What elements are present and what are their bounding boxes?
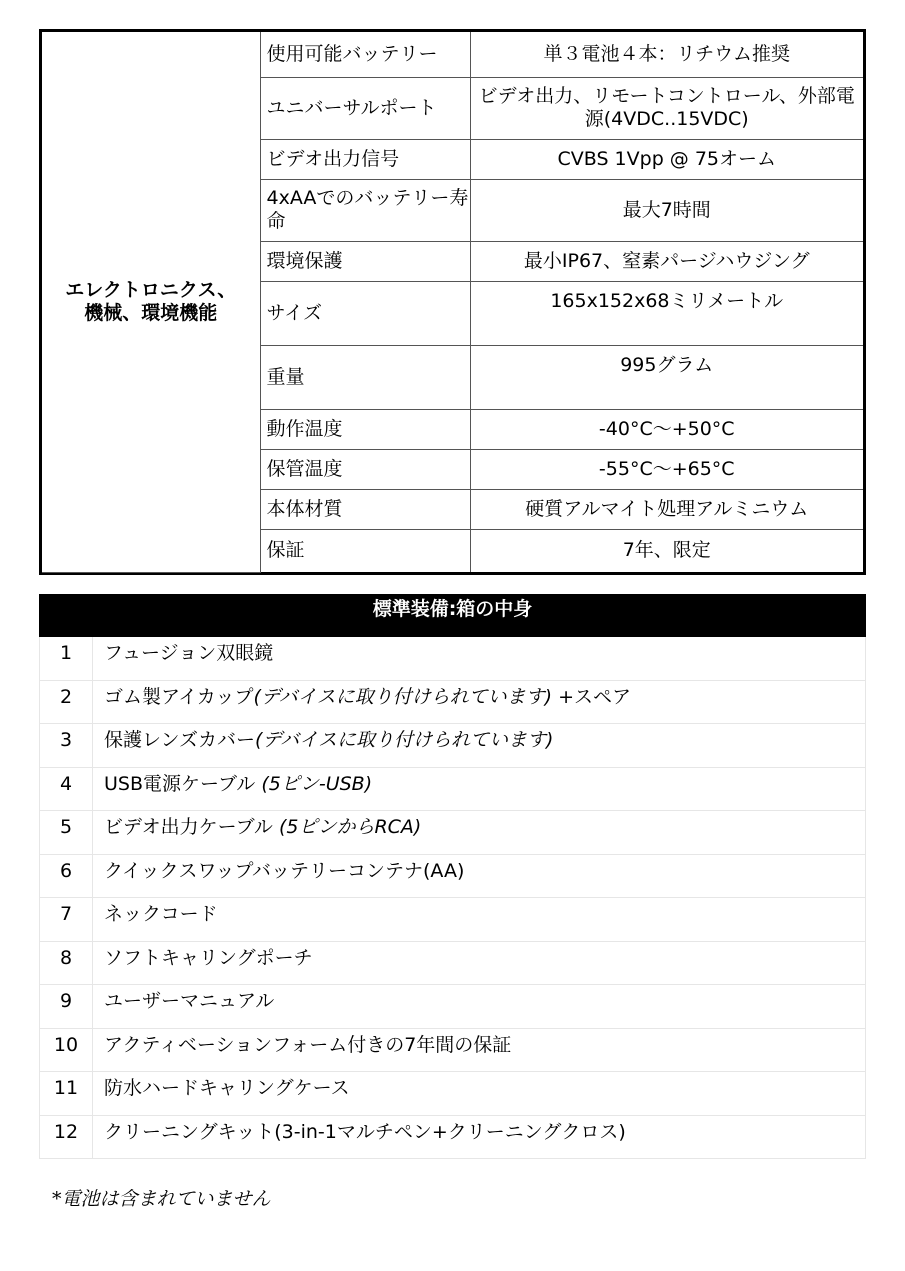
spec-label: サイズ [260,281,470,345]
list-item [40,855,866,899]
item-name: USB電源ケーブル [104,772,262,795]
list-item [40,637,866,681]
item-number: 10 [40,1029,93,1072]
list-item [40,768,866,812]
list-item [40,724,866,768]
item-name: フュージョン双眼鏡 [104,642,274,664]
list-item [40,1116,866,1160]
item-number: 1 [40,637,93,680]
list-item [40,811,866,855]
item-number: 11 [40,1072,93,1115]
item-text: ネックコード [93,898,866,941]
list-item [40,985,866,1029]
spec-label: 保管温度 [260,449,470,489]
item-text: ユーザーマニュアル [93,985,866,1028]
item-number: 8 [40,942,93,985]
item-number: 6 [40,855,93,898]
item-text [93,681,866,724]
spec-label: ユニバーサルポート [260,77,470,139]
item-note: (5ピン-USB) [261,772,373,795]
item-text [93,811,866,854]
spec-group-label [42,32,260,572]
item-text: クリーニングキット(3-in-1マルチペン+クリーニングクロス) [93,1116,866,1159]
spec-label: 保証 [260,529,470,572]
list-item [40,898,866,942]
spec-value: ビデオ出力、リモートコントロール、外部電源(4VDC..15VDC) [470,77,863,139]
item-note: (デバイスに取り付けられています) [254,729,554,751]
item-text [93,724,866,767]
spec-label: 重量 [260,345,470,409]
item-name: 保護レンズカバー [104,729,255,751]
spec-value: 最大7時間 [470,179,863,241]
list-item [40,1029,866,1073]
spec-label: 動作温度 [260,409,470,449]
spec-value: 最小IP67、窒素パージハウジング [470,241,863,281]
spec-value: 995グラム [470,345,863,409]
list-item [40,942,866,986]
item-note: (デバイスに取り付けられています) [253,685,553,708]
spec-grid [42,32,863,573]
item-note: (5ピンからRCA) [278,816,422,838]
item-text: 防水ハードキャリングケース [93,1072,866,1115]
spec-value: 165x152x68ミリメートル [470,281,863,345]
item-number: 2 [40,681,93,724]
spec-label: 本体材質 [260,489,470,529]
item-text: クイックスワップバッテリーコンテナ(AA) [93,855,866,898]
spec-group-label-line2: 機械、環境機能 [84,301,218,324]
spec-label: 4xAAでのバッテリー寿命 [260,179,470,241]
spec-group-label-line1: エレクトロニクス、 [65,278,237,301]
item-text [93,637,866,680]
equipment-section [39,594,866,1159]
spec-value: 7年、限定 [470,529,863,572]
item-name: ゴム製アイカップ [104,685,254,708]
item-text: ソフトキャリングポーチ [93,942,866,985]
equipment-list [39,637,866,1159]
spec-value: -40°C～+50°C [470,409,863,449]
spec-label: ビデオ出力信号 [260,139,470,179]
item-number: 12 [40,1116,93,1159]
spec-value: 硬質アルマイト処理アルミニウム [470,489,863,529]
item-number: 4 [40,768,93,811]
item-number: 9 [40,985,93,1028]
spec-value: CVBS 1Vpp @ 75オーム [470,139,863,179]
list-item [40,1072,866,1116]
item-number: 3 [40,724,93,767]
item-number: 5 [40,811,93,854]
spec-table [39,29,866,575]
equipment-header: 標準装備:箱の中身 [39,594,866,637]
item-suffix: +スペア [552,685,631,708]
spec-label: 環境保護 [260,241,470,281]
list-item [40,681,866,725]
spec-value: -55°C～+65°C [470,449,863,489]
spec-row [42,32,863,77]
footnote: *電池は含まれていません [52,1188,271,1210]
item-text: アクティベーションフォーム付きの7年間の保証 [93,1029,866,1072]
spec-label: 使用可能バッテリー [260,32,470,77]
item-name: ビデオ出力ケーブル [104,816,279,838]
item-number: 7 [40,898,93,941]
item-text [93,768,866,811]
spec-value: 単３電池４本：リチウム推奨 [470,32,863,77]
